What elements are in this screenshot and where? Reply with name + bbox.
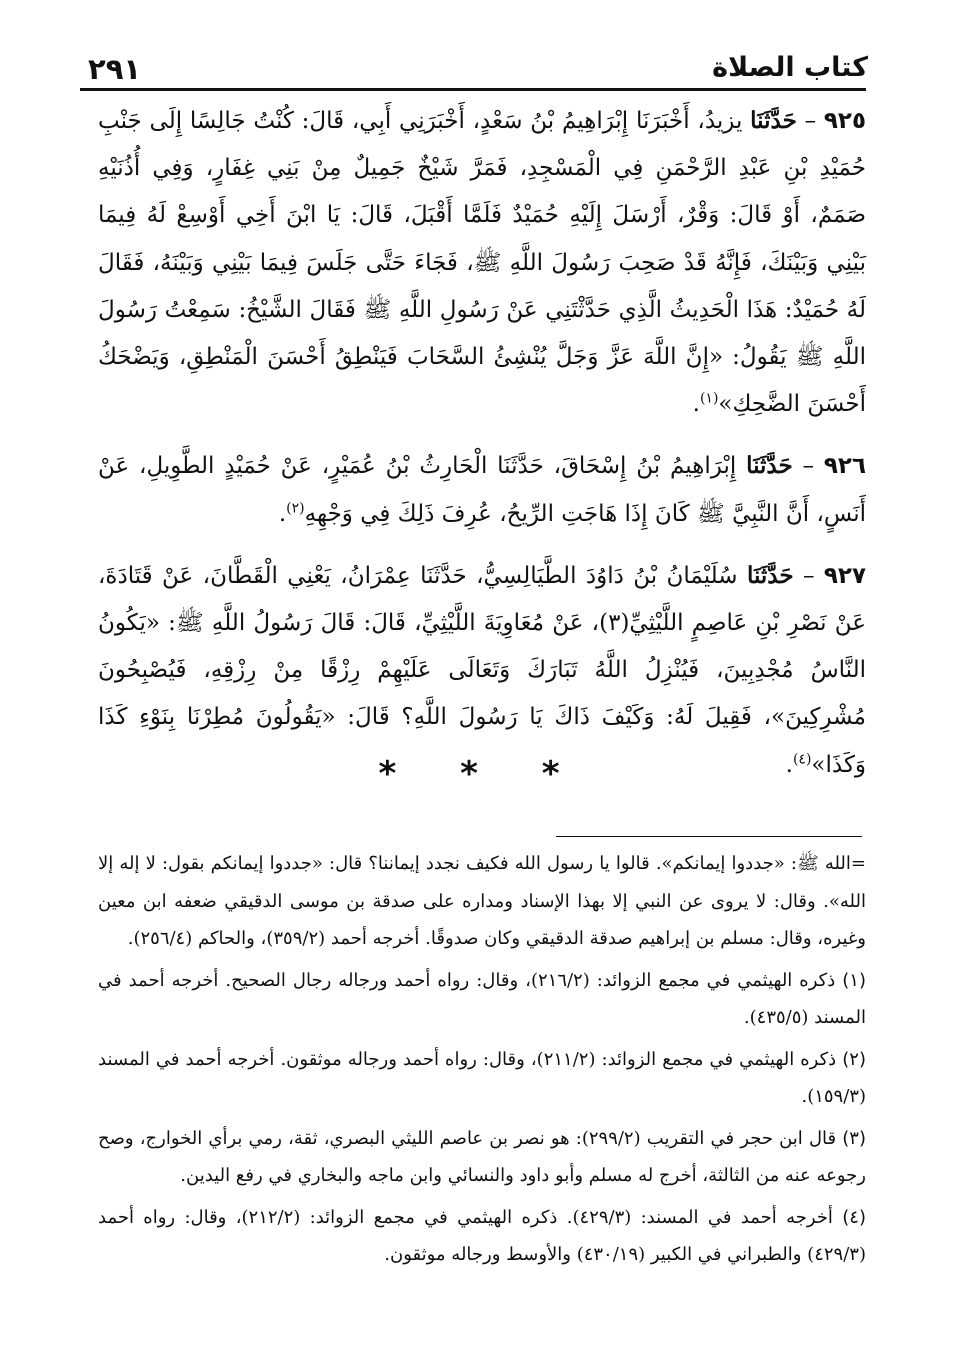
main-text [98, 97, 866, 789]
footnotes [98, 845, 866, 1274]
hadith-925: ٩٢٥ – حَدَّثَنَا يزيدُ، أَخْبَرَنَا إِبْرَاهِيمُ بْنُ سَعْدٍ، أَخْبَرَنِي أَبِي، قَالَ: كُنْتُ جَالِسًا إِلَى جَنْبِ حُمَيْدِ بْنِ عَبْدِ الرَّحْمَنِ فِي الْمَسْجِدِ، فَمَرَّ شَيْخٌ جَمِيلٌ مِنْ بَنِي غِفَارٍ، وَفِي أُذُنَيْهِ صَمَمٌ، أَوْ قَالَ: وَقْرٌ، أَرْسَلَ إِلَيْهِ حُمَيْدٌ فَلَمَّا أَقْبَلَ، قَالَ: يَا ابْنَ أَخِي أَوْسِعْ لَهُ فِيمَا بَيْنِي وَبَيْنَكَ، فَإِنَّهُ قَدْ صَحِبَ رَسُولَ اللَّهِ ﷺ، فَجَاءَ حَتَّى جَلَسَ فِيمَا بَيْنِي وَبَيْنَهُ، فَقَالَ لَهُ حُمَيْدٌ: هَذَا الْحَدِيثُ الَّذِي حَدَّثْتَنِي عَنْ رَسُولِ اللَّهِ ﷺ فَقَالَ الشَّيْخُ: سَمِعْتُ رَسُولَ اللَّهِ ﷺ يَقُولُ: «إِنَّ اللَّهَ عَزَّ وَجَلَّ يُنْشِئُ السَّحَابَ فَيَنْطِقُ أَحْسَنَ الْمَنْطِقِ، وَيَضْحَكُ أَحْسَنَ الضَّحِكِ»$^{(١)}$. [98, 107, 866, 418]
hadith-lead-word: حَدَّثَنَا [746, 561, 794, 589]
footnote-number: (٢) [842, 1048, 866, 1070]
footnote-text: أخرجه أحمد في المسند: (٤٢٩/٣). ذكره الهيثمي في مجمع الزوائد: (٢١٢/٢)، وقال: رواه أحمد (٤٢٩/٣) والطبراني في الكبير (٤٣٠/١٩) والأوسط ورجاله موثقون. [98, 1206, 866, 1265]
footnote-number: (٣) [842, 1127, 866, 1149]
footnote-ref: (١) [699, 390, 719, 407]
footnote-text: ذكره الهيثمي في مجمع الزوائد: (٢١٦/٢)، وقال: رواه أحمد ورجاله رجال الصحيح. أخرجه أحمد في المسند (٤٣٥/٥). [98, 969, 866, 1028]
section-separator: * * * [378, 754, 586, 794]
footnote-3 [98, 1120, 866, 1195]
hadith-927: ٩٢٧ – حَدَّثَنَا سُلَيْمَانُ بْنُ دَاوُدَ الطَّيَالِسِيُّ، حَدَّثَنَا عِمْرَانُ، يَعْنِي الْقَطَّانَ، عَنْ قَتَادَةَ، عَنْ نَصْرِ بْنِ عَاصِمٍ اللَّيْثِيِّ(٣)، عَنْ مُعَاوِيَةَ اللَّيْثِيِّ، قَالَ: قَالَ رَسُولُ اللَّهِ ﷺ: «يَكُونُ النَّاسُ مُجْدِبِينَ، فَيُنْزِلُ اللَّهُ تَبَارَكَ وَتَعَالَى عَلَيْهِمْ رِزْقًا مِنْ رِزْقِهِ، فَيُصْبِحُونَ مُشْرِكِينَ»، فَقِيلَ لَهُ: وَكَيْفَ ذَاكَ يَا رَسُولَ اللَّهِ؟ قَالَ: «يَقُولُونَ مُطِرْنَا بِنَوْءِ كَذَا وَكَذَا»$^{(٤)}$. [98, 561, 867, 778]
hadith-lead-word: حَدَّثَنَا [746, 452, 793, 480]
footnote-divider [556, 836, 862, 837]
hadith-number: ٩٢٧ [823, 562, 867, 589]
header-divider [80, 88, 866, 91]
hadith-number: ٩٢٥ [823, 108, 866, 134]
footnote-ref: (٤) [792, 750, 812, 767]
hadith-end: . [692, 391, 700, 418]
hadith-926: ٩٢٦ – حَدَّثَنَا إِبْرَاهِيمُ بْنُ إِسْحَاقَ، حَدَّثَنَا الْحَارِثُ بْنُ عُمَيْرٍ، عَنْ حُمَيْدٍ الطَّوِيلِ، عَنْ أَنَسٍ، أَنَّ النَّبِيَّ ﷺ كَانَ إِذَا هَاجَتِ الرِّيحُ، عُرِفَ ذَلِكَ فِي وَجْهِهِ$^{(٢)}$. [98, 452, 866, 527]
footnote-2 [98, 1041, 866, 1116]
footnote-text: ذكره الهيثمي في مجمع الزوائد: (٢١١/٢)، وقال: رواه أحمد ورجاله موثقون. أخرجه أحمد في المسند (١٥٩/٣). [98, 1048, 866, 1107]
hadith-number: ٩٢٦ [823, 453, 866, 480]
hadith-end: . [278, 500, 287, 527]
page-number: ٢٩١ [88, 52, 142, 86]
page-header [88, 50, 868, 90]
book-section-title: كتاب الصلاة [712, 52, 868, 83]
footnote-ref: (٢) [286, 499, 305, 516]
hadith-text: إِبْرَاهِيمُ بْنُ إِسْحَاقَ، حَدَّثَنَا الْحَارِثُ بْنُ عُمَيْرٍ، عَنْ حُمَيْدٍ الطَّوِيلِ، عَنْ أَنَسٍ، أَنَّ النَّبِيَّ ﷺ كَانَ إِذَا هَاجَتِ الرِّيحُ، عُرِفَ ذَلِكَ فِي وَجْهِهِ [98, 453, 866, 527]
footnote-1 [98, 962, 866, 1037]
footnote-4 [98, 1199, 866, 1274]
hadith-text: يزيدُ، أَخْبَرَنَا إِبْرَاهِيمُ بْنُ سَعْدٍ، أَخْبَرَنِي أَبِي، قَالَ: كُنْتُ جَالِسًا إِلَى جَنْبِ حُمَيْدِ بْنِ عَبْدِ الرَّحْمَنِ فِي الْمَسْجِدِ، فَمَرَّ شَيْخٌ جَمِيلٌ مِنْ بَنِي غِفَارٍ، وَفِي أُذُنَيْهِ صَمَمٌ، أَوْ قَالَ: وَقْرٌ، أَرْسَلَ إِلَيْهِ حُمَيْدٌ فَلَمَّا أَقْبَلَ، قَالَ: يَا ابْنَ أَخِي أَوْسِعْ لَهُ فِيمَا بَيْنِي وَبَيْنَكَ، فَإِنَّهُ قَدْ صَحِبَ رَسُولَ اللَّهِ ﷺ، فَجَاءَ حَتَّى جَلَسَ فِيمَا بَيْنِي وَبَيْنَهُ، فَقَالَ لَهُ حُمَيْدٌ: هَذَا الْحَدِيثُ الَّذِي حَدَّثْتَنِي عَنْ رَسُولِ اللَّهِ ﷺ فَقَالَ الشَّيْخُ: سَمِعْتُ رَسُولَ اللَّهِ ﷺ يَقُولُ: «إِنَّ اللَّهَ عَزَّ وَجَلَّ يُنْشِئُ السَّحَابَ فَيَنْطِقُ أَحْسَنَ الْمَنْطِقِ، وَيَضْحَكُ أَحْسَنَ الضَّحِكِ» [98, 108, 866, 418]
hadith-end: . [785, 751, 793, 778]
hadith-lead-word: حَدَّثَنَا [750, 107, 797, 134]
footnote-text: قال ابن حجر في التقريب (٢٩٩/٢): هو نصر بن عاصم الليثي البصري، ثقة، رمي برأي الخوارج، وصح رجوعه عنه من الثالثة، أخرج له مسلم وأبو داود والنسائي وابن ماجه والبخاري في رفع اليدين. [98, 1127, 866, 1186]
footnote-text: =الله ﷺ: «جددوا إيمانكم». قالوا يا رسول الله فكيف نجدد إيماننا؟ قال: «جددوا إيمانكم بقول: لا إله إلا الله». وقال: لا يروى عن النبي إلا بهذا الإسناد ومداره على صدقة بن موسى الدقيقي ضعفه ابن معين وغيره، وقال: مسلم بن إبراهيم صدقة الدقيقي وكان صدوقًا. أخرجه أحمد (٣٥٩/٢)، والحاكم (٢٥٦/٤). [98, 853, 866, 949]
hadith-text: سُلَيْمَانُ بْنُ دَاوُدَ الطَّيَالِسِيُّ، حَدَّثَنَا عِمْرَانُ، يَعْنِي الْقَطَّانَ، عَنْ قَتَادَةَ، عَنْ نَصْرِ بْنِ عَاصِمٍ اللَّيْثِيِّ(٣)، عَنْ مُعَاوِيَةَ اللَّيْثِيِّ، قَالَ: قَالَ رَسُولُ اللَّهِ ﷺ: «يَكُونُ النَّاسُ مُجْدِبِينَ، فَيُنْزِلُ اللَّهُ تَبَارَكَ وَتَعَالَى عَلَيْهِمْ رِزْقًا مِنْ رِزْقِهِ، فَيُصْبِحُونَ مُشْرِكِينَ»، فَقِيلَ لَهُ: وَكَيْفَ ذَاكَ يَا رَسُولَ اللَّهِ؟ قَالَ: «يَقُولُونَ مُطِرْنَا بِنَوْءِ كَذَا وَكَذَا» [98, 562, 866, 778]
footnote-number: (١) [842, 969, 866, 991]
footnote-continued [98, 845, 866, 958]
footnote-number: (٤) [842, 1206, 866, 1228]
